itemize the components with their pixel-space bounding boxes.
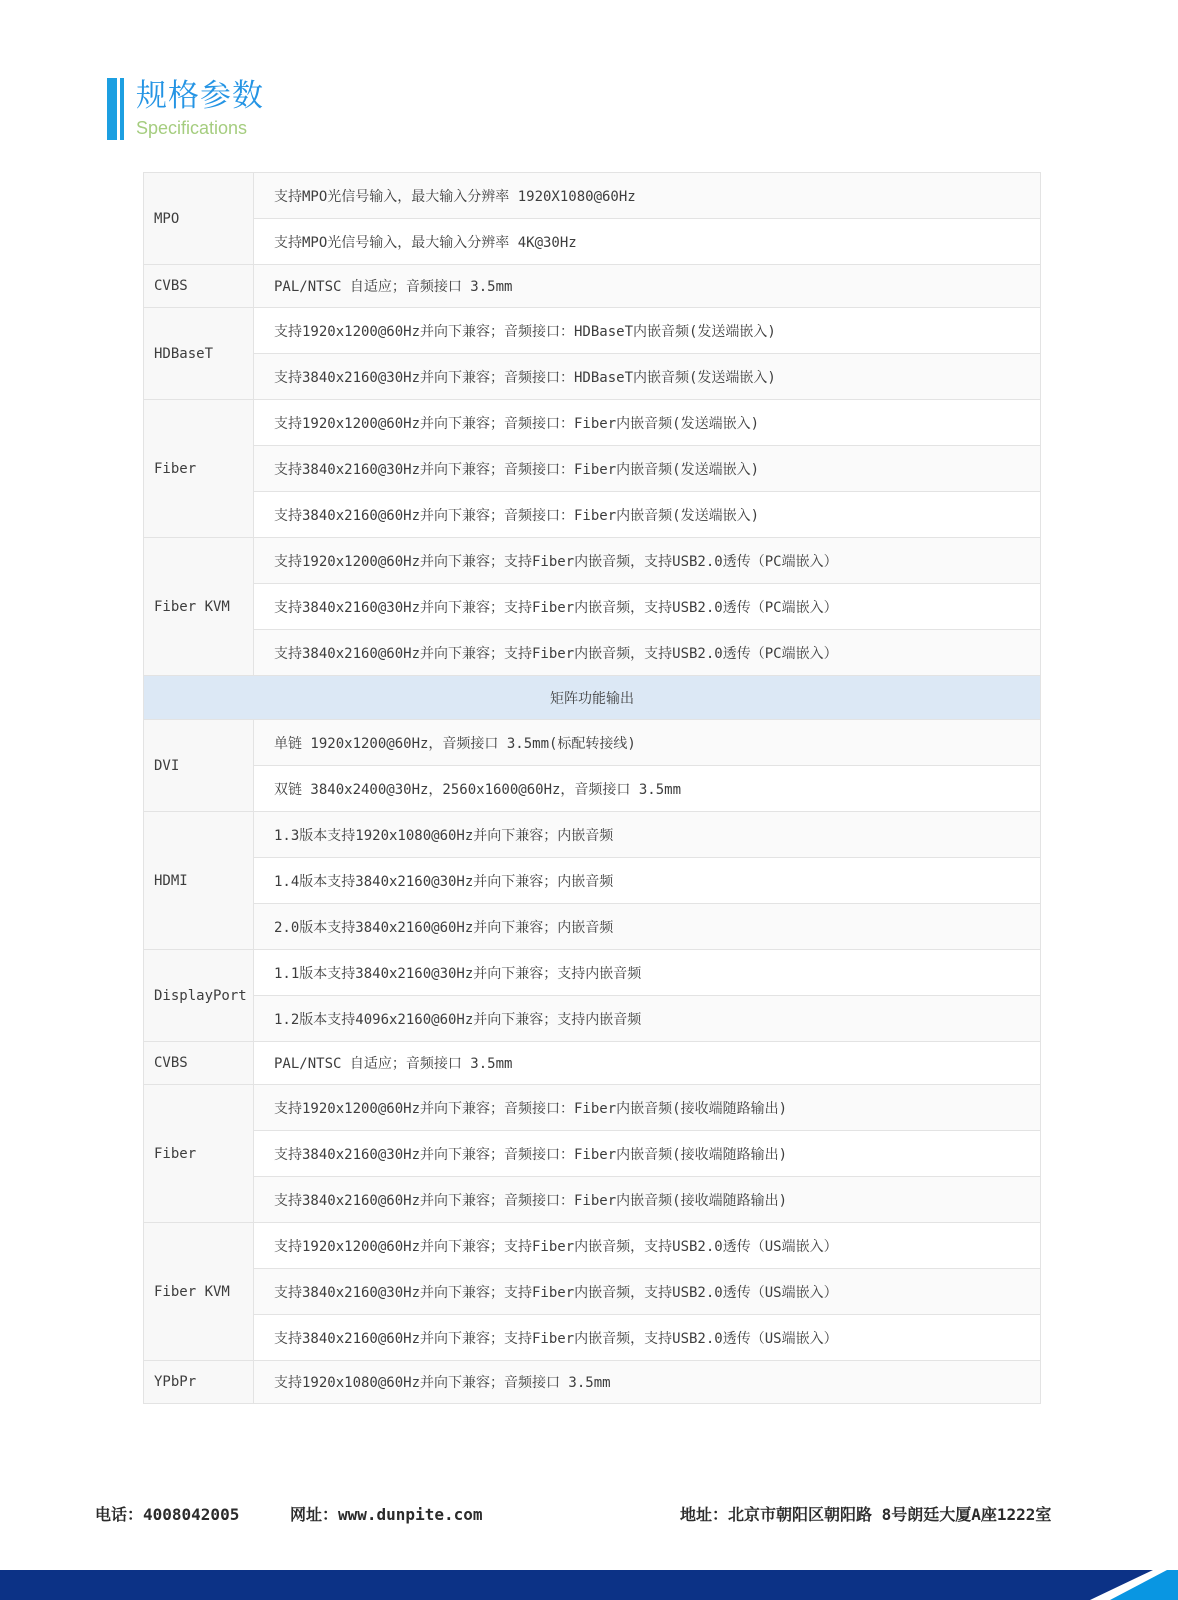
table-row [144,630,1041,676]
row-label: Fiber [144,1085,254,1223]
table-row [144,720,1041,766]
table-row [144,1042,1041,1085]
spec-value: 1.2版本支持4096x2160@60Hz并向下兼容；支持内嵌音频 [254,996,1041,1042]
table-row [144,1315,1041,1361]
page-title: 规格参数 [136,78,264,113]
header-accent-bars-icon [107,78,124,140]
table-row [144,308,1041,354]
table-row [144,1269,1041,1315]
spec-value: 支持3840x2160@60Hz并向下兼容；音频接口：Fiber内嵌音频(发送端嵌入) [254,492,1041,538]
row-label: DVI [144,720,254,812]
section-header-row [144,676,1041,720]
table-row [144,1085,1041,1131]
table-row [144,858,1041,904]
row-label: HDBaseT [144,308,254,400]
spec-value: 支持3840x2160@30Hz并向下兼容；支持Fiber内嵌音频，支持USB2.0透传（US端嵌入） [254,1269,1041,1315]
table-row [144,265,1041,308]
table-row [144,219,1041,265]
table-row [144,538,1041,584]
table-row [144,812,1041,858]
spec-value: 支持MPO光信号输入，最大输入分辨率 1920X1080@60Hz [254,173,1041,219]
accent-bar-thin [120,78,124,140]
row-label: Fiber [144,400,254,538]
spec-value: 单链 1920x1200@60Hz，音频接口 3.5mm(标配转接线) [254,720,1041,766]
table-row [144,996,1041,1042]
table-row [144,354,1041,400]
footer-contact-line [0,1498,1178,1528]
spec-value: 支持1920x1080@60Hz并向下兼容；音频接口 3.5mm [254,1361,1041,1404]
footer-address: 地址：北京市朝阳区朝阳路 8号朗廷大厦A座1222室 [680,1505,1052,1524]
header-text [136,78,264,140]
row-label: Fiber KVM [144,538,254,676]
accent-bar-thick [107,78,117,140]
spec-value: 双链 3840x2400@30Hz，2560x1600@60Hz，音频接口 3.5mm [254,766,1041,812]
spec-value: 支持1920x1200@60Hz并向下兼容；音频接口：Fiber内嵌音频(发送端嵌入) [254,400,1041,446]
spec-value: 1.1版本支持3840x2160@30Hz并向下兼容；支持内嵌音频 [254,950,1041,996]
footer-phone: 电话：4008042005 [95,1505,240,1524]
table-row [144,1131,1041,1177]
row-label: MPO [144,173,254,265]
table-row [144,584,1041,630]
spec-value: 支持3840x2160@60Hz并向下兼容；支持Fiber内嵌音频，支持USB2.0透传（US端嵌入） [254,1315,1041,1361]
section-header: 矩阵功能输出 [144,676,1041,720]
spec-value: 支持MPO光信号输入，最大输入分辨率 4K@30Hz [254,219,1041,265]
table-row [144,904,1041,950]
page-subtitle: Specifications [136,118,248,138]
spec-value: 支持3840x2160@30Hz并向下兼容；音频接口：Fiber内嵌音频(发送端嵌入) [254,446,1041,492]
spec-value: 支持1920x1200@60Hz并向下兼容；音频接口：HDBaseT内嵌音频(发送端嵌入) [254,308,1041,354]
table-row [144,950,1041,996]
table-row [144,492,1041,538]
row-label: YPbPr [144,1361,254,1404]
spec-value: 1.3版本支持1920x1080@60Hz并向下兼容；内嵌音频 [254,812,1041,858]
page-header [107,78,264,140]
table-row [144,400,1041,446]
footer-bar-navy [0,1570,1178,1600]
spec-value: 1.4版本支持3840x2160@30Hz并向下兼容；内嵌音频 [254,858,1041,904]
table-row [144,766,1041,812]
row-label: Fiber KVM [144,1223,254,1361]
row-label: HDMI [144,812,254,950]
table-row [144,1177,1041,1223]
footer-website: 网址：www.dunpite.com [290,1505,483,1524]
spec-value: 支持1920x1200@60Hz并向下兼容；支持Fiber内嵌音频，支持USB2.0透传（PC端嵌入） [254,538,1041,584]
table-row [144,173,1041,219]
spec-value: 支持3840x2160@60Hz并向下兼容；支持Fiber内嵌音频，支持USB2.0透传（PC端嵌入） [254,630,1041,676]
spec-value: 支持1920x1200@60Hz并向下兼容；支持Fiber内嵌音频，支持USB2.0透传（US端嵌入） [254,1223,1041,1269]
spec-value: 支持1920x1200@60Hz并向下兼容；音频接口：Fiber内嵌音频(接收端随路输出) [254,1085,1041,1131]
spec-value: 支持3840x2160@30Hz并向下兼容；音频接口：HDBaseT内嵌音频(发送端嵌入) [254,354,1041,400]
row-label: DisplayPort [144,950,254,1042]
table-row [144,446,1041,492]
row-label: CVBS [144,1042,254,1085]
spec-value: 支持3840x2160@60Hz并向下兼容；音频接口：Fiber内嵌音频(接收端随路输出) [254,1177,1041,1223]
spec-value: 2.0版本支持3840x2160@60Hz并向下兼容；内嵌音频 [254,904,1041,950]
row-label: CVBS [144,265,254,308]
table-row [144,1361,1041,1404]
spec-value: 支持3840x2160@30Hz并向下兼容；音频接口：Fiber内嵌音频(接收端随路输出) [254,1131,1041,1177]
footer-bar [0,1570,1178,1600]
spec-value: PAL/NTSC 自适应；音频接口 3.5mm [254,1042,1041,1085]
spec-value: 支持3840x2160@30Hz并向下兼容；支持Fiber内嵌音频，支持USB2.0透传（PC端嵌入） [254,584,1041,630]
table-row [144,1223,1041,1269]
spec-table [143,172,1041,1404]
spec-value: PAL/NTSC 自适应；音频接口 3.5mm [254,265,1041,308]
